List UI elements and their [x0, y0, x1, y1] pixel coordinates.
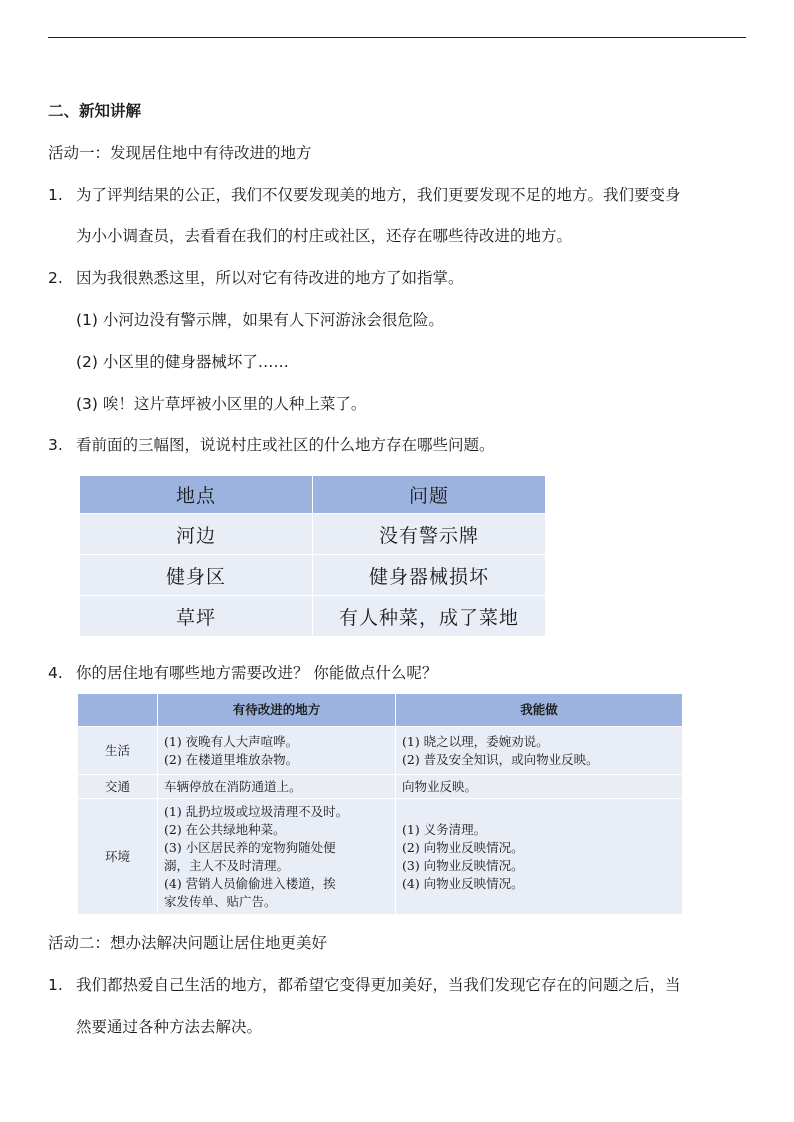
issue-line: 溺，主人不及时清理。 — [164, 857, 290, 873]
item2-number: 2. — [48, 269, 63, 287]
issues-cell — [158, 775, 396, 799]
issue-line: (3) 小区居民养的宠物狗随处便 — [164, 839, 336, 855]
issue-line: (2) 在公共绿地种菜。 — [164, 821, 286, 837]
category-cell: 环境 — [78, 799, 158, 915]
table-header-cell — [78, 694, 158, 727]
table-row — [80, 514, 546, 555]
table-row — [78, 727, 683, 775]
item4-text: 你的居住地有哪些地方需要改进？ 你能做点什么呢？ — [76, 664, 438, 682]
section-title: 二、新知讲解 — [48, 102, 142, 120]
action-line: (1) 晓之以理，委婉劝说。 — [402, 733, 549, 749]
item1-number: 1. — [48, 186, 63, 204]
action-line: (2) 普及安全知识，或向物业反映。 — [402, 751, 599, 767]
category-cell: 交通 — [78, 775, 158, 799]
item4-number: 4. — [48, 664, 63, 682]
table-row — [80, 596, 546, 637]
table-header-cell: 我能做 — [396, 694, 683, 727]
item2-sub1: (1) 小河边没有警示牌，如果有人下河游泳会很危险。 — [76, 311, 444, 329]
item1-line1: 为了评判结果的公正，我们不仅要发现美的地方，我们更要发现不足的地方。我们要变身 — [76, 186, 681, 204]
table-header-row — [80, 476, 546, 514]
table-header-cell: 地点 — [80, 476, 313, 514]
item2-sub3: (3) 唉！这片草坪被小区里的人种上菜了。 — [76, 395, 367, 413]
table-cell: 河边 — [80, 514, 313, 555]
action-line: 向物业反映。 — [402, 778, 478, 794]
action-line: (4) 向物业反映情况。 — [402, 875, 524, 891]
activity2-item1-line1: 我们都热爱自己生活的地方，都希望它变得更加美好，当我们发现它存在的问题之后，当 — [76, 976, 681, 994]
item2-sub2: (2) 小区里的健身器械坏了…… — [76, 353, 289, 371]
table-cell: 健身器械损坏 — [313, 555, 546, 596]
item3-text: 看前面的三幅图，说说村庄或社区的什么地方存在哪些问题。 — [76, 436, 495, 454]
table-header-cell: 问题 — [313, 476, 546, 514]
action-line: (2) 向物业反映情况。 — [402, 839, 524, 855]
location-problem-table — [79, 475, 546, 637]
activity1-title: 活动一：发现居住地中有待改进的地方 — [48, 144, 312, 162]
header-rule — [48, 37, 746, 38]
table-row — [78, 775, 683, 799]
table-cell: 没有警示牌 — [313, 514, 546, 555]
issue-line: 车辆停放在消防通道上。 — [164, 778, 302, 794]
actions-cell — [396, 775, 683, 799]
issue-line: 家发传单、贴广告。 — [164, 893, 277, 909]
issues-cell — [158, 727, 396, 775]
item2-text: 因为我很熟悉这里，所以对它有待改进的地方了如指掌。 — [76, 269, 464, 287]
activity2-title: 活动二：想办法解决问题让居住地更美好 — [48, 934, 328, 952]
issues-cell — [158, 799, 396, 915]
action-line: (1) 义务清理。 — [402, 821, 487, 837]
table-row — [78, 799, 683, 915]
issue-line: (1) 乱扔垃圾或垃圾清理不及时。 — [164, 803, 349, 819]
table-cell: 草坪 — [80, 596, 313, 637]
category-cell: 生活 — [78, 727, 158, 775]
item1-line2: 为小小调查员，去看看在我们的村庄或社区，还存在哪些待改进的地方。 — [76, 227, 573, 245]
table-cell: 健身区 — [80, 555, 313, 596]
issue-line: (2) 在楼道里堆放杂物。 — [164, 751, 299, 767]
actions-cell — [396, 727, 683, 775]
table-header-row — [78, 694, 683, 727]
activity2-item1-number: 1. — [48, 976, 63, 994]
table-cell: 有人种菜，成了菜地 — [313, 596, 546, 637]
table-row — [80, 555, 546, 596]
action-line: (3) 向物业反映情况。 — [402, 857, 524, 873]
actions-cell — [396, 799, 683, 915]
table-header-cell: 有待改进的地方 — [158, 694, 396, 727]
item3-number: 3. — [48, 436, 63, 454]
issue-line: (4) 营销人员偷偷进入楼道，挨 — [164, 875, 336, 891]
activity2-item1-line2: 然要通过各种方法去解决。 — [76, 1018, 263, 1036]
improvement-table — [77, 693, 683, 915]
issue-line: (1) 夜晚有人大声喧哗。 — [164, 733, 299, 749]
